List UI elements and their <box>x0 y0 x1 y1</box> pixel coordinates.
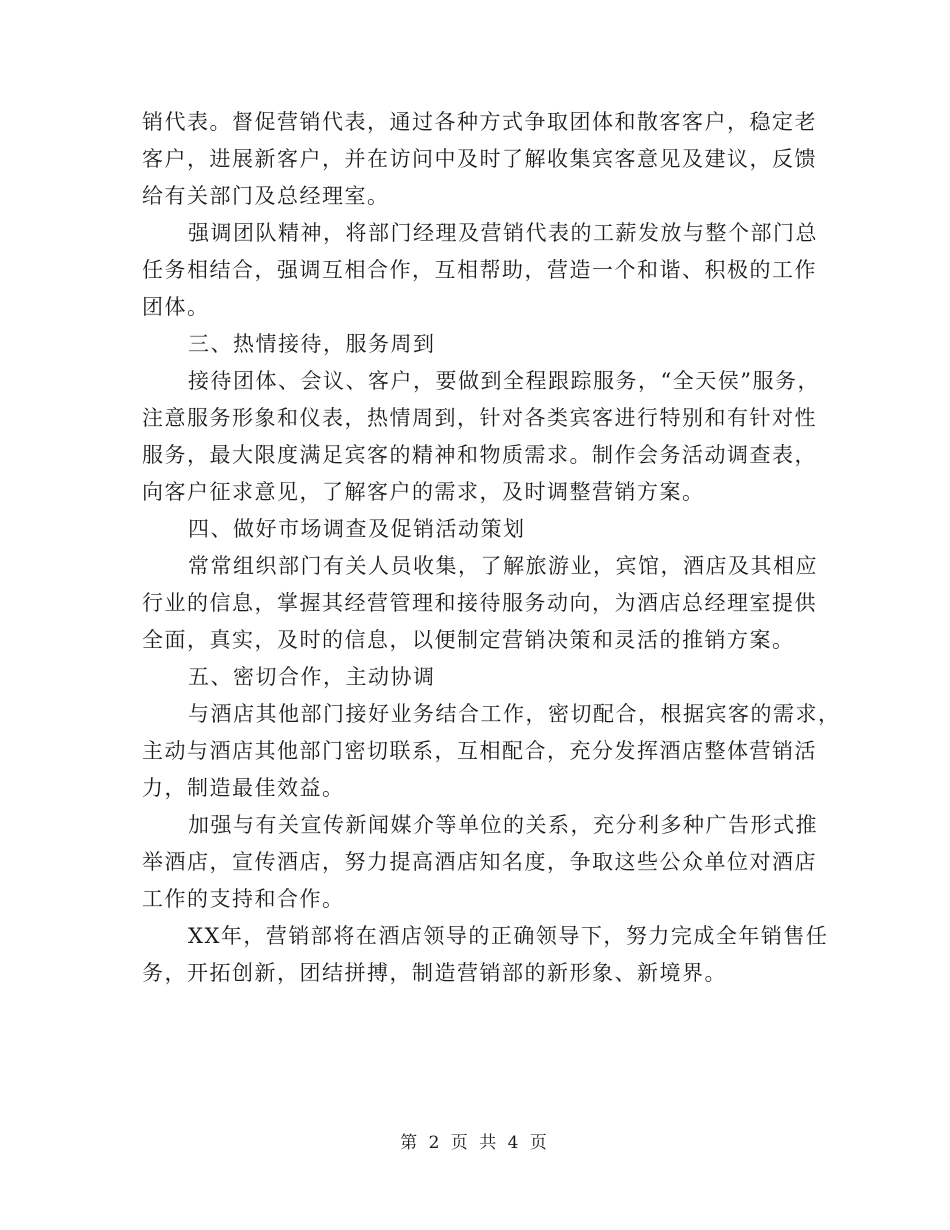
text-line: 行业的信息，掌握其经营管理和接待服务动向，为酒店总经理室提供 <box>142 591 817 615</box>
document-body <box>142 104 841 992</box>
text-line: 务，开拓创新，团结拼搏，制造营销部的新形象、新境界。 <box>142 961 727 985</box>
section-heading: 五、密切合作，主动协调 <box>188 665 436 689</box>
text-line: 客户，进展新客户，并在访问中及时了解收集宾客意见及建议，反馈 <box>142 147 817 171</box>
section-heading: 三、热情接待，服务周到 <box>188 332 436 356</box>
paragraph-start: 强调团队精神，将部门经理及营销代表的工薪发放与整个部门总 <box>188 221 818 245</box>
text-line: 团体。 <box>142 295 210 319</box>
text-line: 主动与酒店其他部门密切联系，互相配合，充分发挥酒店整体营销活 <box>142 739 817 763</box>
text-line: 注意服务形象和仪表，热情周到，针对各类宾客进行特别和有针对性 <box>142 406 817 430</box>
paragraph-start: 常常组织部门有关人员收集，了解旅游业，宾馆，酒店及其相应 <box>188 554 818 578</box>
text-line: 全面，真实，及时的信息，以便制定营销决策和灵活的推销方案。 <box>142 628 795 652</box>
text-line: 任务相结合，强调互相合作，互相帮助，营造一个和谐、积极的工作 <box>142 258 817 282</box>
text-line: 给有关部门及总经理室。 <box>142 184 390 208</box>
paragraph-start: 接待团体、会议、客户，要做到全程跟踪服务，“全天侯”服务， <box>188 369 820 393</box>
text-line: 向客户征求意见，了解客户的需求，及时调整营销方案。 <box>142 480 705 504</box>
text-line: 工作的支持和合作。 <box>142 887 345 911</box>
section-heading: 四、做好市场调查及促销活动策划 <box>188 517 526 541</box>
paragraph-start: 与酒店其他部门接好业务结合工作，密切配合，根据宾客的需求， <box>188 702 841 726</box>
paragraph-start: 加强与有关宣传新闻媒介等单位的关系，充分利多种广告形式推 <box>188 813 818 837</box>
page-number-footer: 第 2 页 共 4 页 <box>400 1133 550 1153</box>
text-line: 服务，最大限度满足宾客的精神和物质需求。制作会务活动调查表， <box>142 443 817 467</box>
paragraph-start: XX年，营销部将在酒店领导的正确领导下，努力完成全年销售任 <box>188 924 829 948</box>
text-line: 举酒店，宣传酒店，努力提高酒店知名度，争取这些公众单位对酒店 <box>142 850 817 874</box>
text-line: 力，制造最佳效益。 <box>142 776 345 800</box>
text-line: 销代表。督促营销代表，通过各种方式争取团体和散客客户，稳定老 <box>142 110 817 134</box>
